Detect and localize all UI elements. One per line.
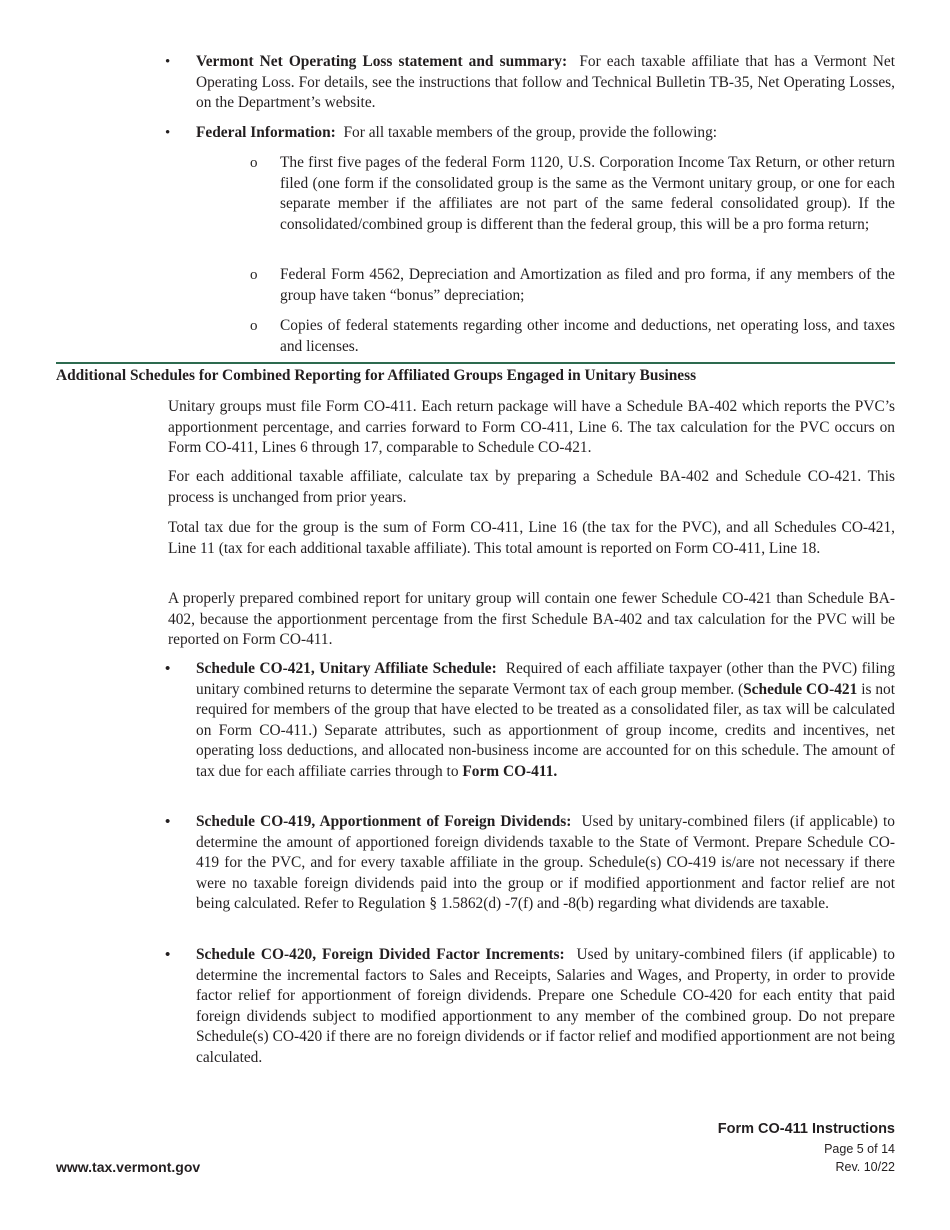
federal-info-bullet-text: Federal Information: For all taxable members of the group, provide the following:: [196, 124, 718, 141]
footer-website-link[interactable]: www.tax.vermont.gov: [56, 1159, 201, 1175]
footer-page-number: Page 5 of 14: [824, 1142, 895, 1156]
nol-bullet-text: Vermont Net Operating Loss statement and summary: For each taxable affiliate that has a Vermont Net Operating Loss. For details, see the instructions that follow and Technical Bulletin TB-35, Net Operating Losses, on the Department’s website.: [196, 53, 895, 111]
schedule-co420-text: Schedule CO-420, Foreign Divided Factor Increments: Used by unitary-combined filers (if applicable) to determine the incremental factors to Sales and Receipts, Salaries and Wages, and Property, in order to provide factor relief for apportionment of foreign dividends. Prepare one Schedule CO-420 for each entity that paid foreign dividends subject to modified apportionment to any member of the combined group. Do not prepare Schedule(s) CO-420 if there are no foreign dividends or if factor relief and modified apportionment are not being calculated.: [196, 946, 895, 1066]
bullet-icon: •: [165, 814, 171, 830]
bullet-icon: •: [165, 947, 171, 963]
federal-subitem-text: Federal Form 4562, Depreciation and Amortization as filed and pro forma, if any members of the group have taken “bonus” depreciation;: [280, 266, 895, 304]
circle-bullet-icon: o: [250, 318, 258, 334]
schedule-co421-text: Schedule CO-421, Unitary Affiliate Schedule: Required of each affiliate taxpayer (other than the PVC) filing unitary combined returns to determine the separate Vermont tax of each group member. (Schedule CO-421 is not required for members of the group that have elected to be treated as a consolidated filer, as tax will be calculated on Form CO-411.) Separate attributes, such as apportionment of group income, credits and incentives, net operating loss deductions, and allocated non-business income are accounted for on this schedule. The amount of tax due for each affiliate carries through to Form CO-411.: [196, 660, 896, 780]
footer-revision: Rev. 10/22: [835, 1160, 895, 1174]
section-divider: [56, 362, 895, 364]
federal-subitem-text: The first five pages of the federal Form 1120, U.S. Corporation Income Tax Return, or other return filed (one form if the consolidated group is the same as the Vermont unitary group, or one for each separate member if the affiliates are not part of the same federal consolidated group). If the consolidated/combined group is different than the federal group, this will be a pro forma return;: [280, 154, 895, 233]
circle-bullet-icon: o: [250, 155, 258, 171]
body-paragraph: Total tax due for the group is the sum of Form CO-411, Line 16 (the tax for the PVC), and all Schedules CO-421, Line 11 (tax for each additional taxable affiliate). This total amount is reported on Form CO-411, Line 18.: [168, 519, 895, 557]
federal-subitem-text: Copies of federal statements regarding other income and deductions, net operating loss, and taxes and licenses.: [280, 317, 895, 355]
body-paragraph: For each additional taxable affiliate, calculate tax by preparing a Schedule BA-402 and Schedule CO-421. This process is unchanged from prior years.: [168, 468, 895, 506]
section-heading: Additional Schedules for Combined Reporting for Affiliated Groups Engaged in Unitary Business: [56, 367, 697, 384]
footer-form-title: Form CO-411 Instructions: [717, 1121, 895, 1137]
body-paragraph: Unitary groups must file Form CO-411. Each return package will have a Schedule BA-402 which reports the PVC’s apportionment percentage, and carries forward to Form CO-411, Line 6. The tax calculation for the PVC occurs on Form CO-411, Lines 6 through 17, comparable to Schedule CO-421.: [168, 398, 895, 456]
schedule-co419-text: Schedule CO-419, Apportionment of Foreign Dividends: Used by unitary-combined filers (if applicable) to determine the amount of apportioned foreign dividends taxable to the State of Vermont. Prepare Schedule CO-419 for the PVC, and for every taxable affiliate in the group. Schedule(s) CO-419 is/are not necessary if there were no taxable foreign dividends paid into the group or if modified apportionment and factor relief are not being calculated. Refer to Regulation § 1.5862(d) -7(f) and -8(b) regarding what dividends are taxable.: [196, 813, 895, 912]
bullet-icon: •: [165, 125, 171, 141]
circle-bullet-icon: o: [250, 267, 258, 283]
bullet-icon: •: [165, 661, 171, 677]
body-paragraph: A properly prepared combined report for unitary group will contain one fewer Schedule CO-421 than Schedule BA-402, because the apportionment percentage from the first Schedule BA-402 and tax calculation for the PVC will be reported on Form CO-411.: [168, 590, 895, 648]
bullet-icon: •: [165, 54, 171, 70]
